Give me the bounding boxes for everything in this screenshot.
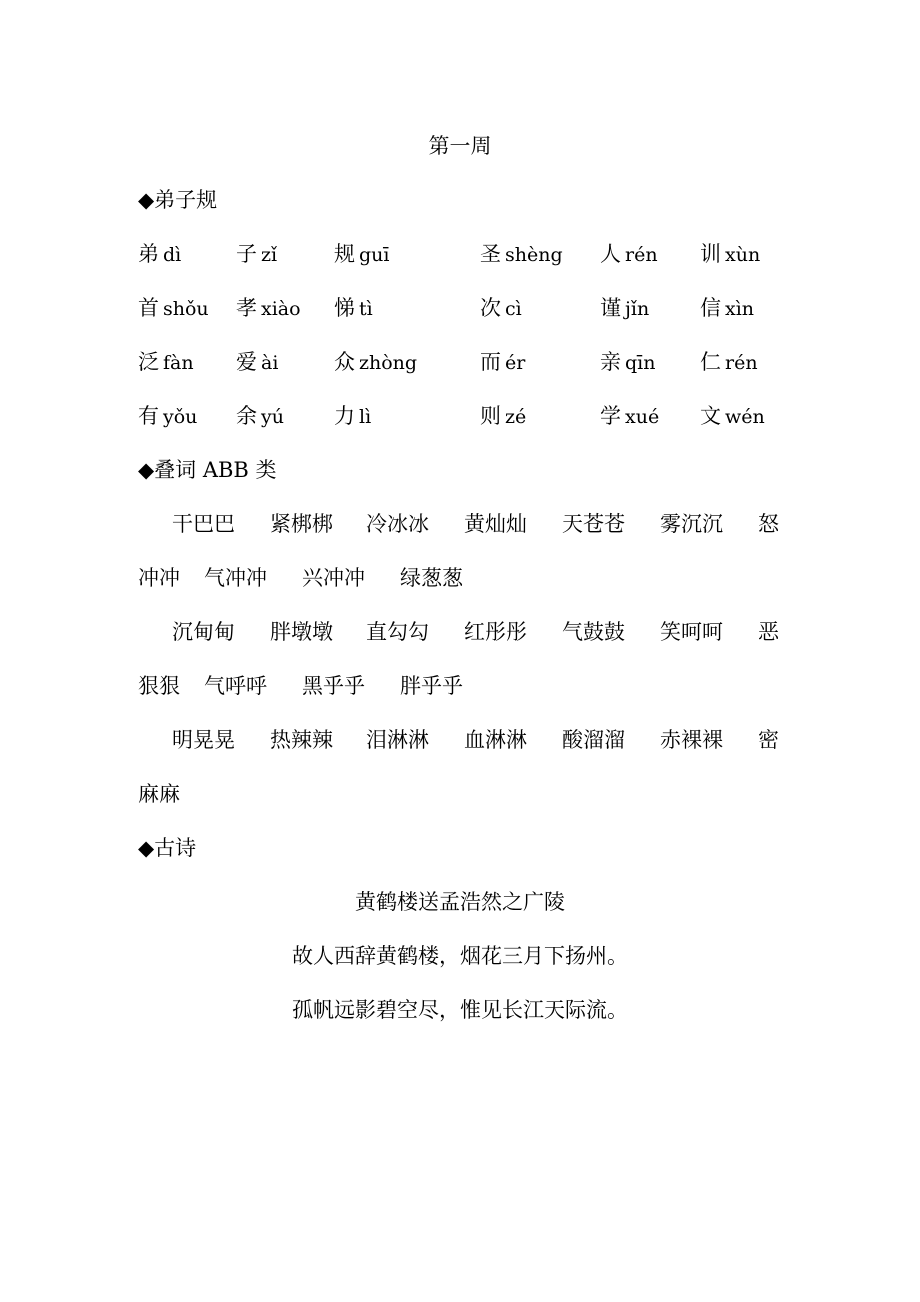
hanzi-char: 亲 (600, 350, 621, 374)
hanzi-char: 人 (600, 242, 621, 266)
hanzi-char: 仁 (700, 350, 721, 374)
pinyin-text: qīn (625, 352, 656, 374)
pinyin-cell (480, 346, 525, 379)
pinyin-text: zǐ (261, 244, 278, 266)
hanzi-char: 子 (236, 242, 257, 266)
pinyin-cell (334, 400, 371, 433)
hanzi-char: 孝 (236, 296, 257, 320)
abb-word: 绿葱葱 (400, 566, 463, 590)
pinyin-text: tì (359, 298, 373, 320)
abb-word: 冲冲 (138, 566, 180, 590)
section-heading-dieci: ◆叠词 ABB 类 (138, 458, 277, 482)
pinyin-cell (700, 400, 765, 433)
pinyin-cell (600, 238, 658, 271)
abb-word: 胖墩墩 (270, 620, 333, 644)
pinyin-cell (334, 238, 389, 271)
hanzi-char: 谨 (600, 296, 621, 320)
section-heading-gushi: ◆古诗 (138, 836, 197, 860)
abb-word: 紧梆梆 (270, 512, 333, 536)
pinyin-text: jǐn (625, 298, 650, 320)
section-heading-dizigui: ◆弟子规 (138, 188, 218, 212)
pinyin-cell (700, 238, 760, 271)
abb-word: 直勾勾 (366, 620, 429, 644)
abb-word: 明晃晃 (172, 728, 235, 752)
pinyin-text: zhòng (359, 352, 418, 374)
poem-line-2: 孤帆远影碧空尽，惟见长江天际流。 (292, 998, 628, 1022)
pinyin-cell (138, 346, 194, 379)
abb-word: 笑呵呵 (660, 620, 723, 644)
pinyin-text: rén (725, 352, 758, 374)
abb-word: 气鼓鼓 (562, 620, 625, 644)
abb-word: 血淋淋 (464, 728, 527, 752)
pinyin-cell (480, 400, 526, 433)
abb-word: 麻麻 (138, 782, 180, 806)
pinyin-cell (480, 292, 522, 325)
abb-word: 气冲冲 (204, 566, 267, 590)
hanzi-char: 有 (138, 404, 159, 428)
hanzi-char: 规 (334, 242, 355, 266)
pinyin-text: guī (359, 244, 390, 266)
pinyin-text: xùn (725, 244, 761, 266)
pinyin-cell (138, 400, 197, 433)
abb-word: 热辣辣 (270, 728, 333, 752)
pinyin-text: xiào (261, 298, 301, 320)
pinyin-cell (700, 292, 754, 325)
abb-word: 密 (758, 728, 779, 752)
abb-word: 怒 (758, 512, 779, 536)
hanzi-char: 爱 (236, 350, 257, 374)
pinyin-text: ài (261, 352, 279, 374)
pinyin-text: fàn (163, 352, 194, 374)
pinyin-text: rén (625, 244, 658, 266)
pinyin-cell (480, 238, 563, 271)
pinyin-text: yú (261, 406, 284, 428)
hanzi-char: 悌 (334, 296, 355, 320)
pinyin-cell (334, 346, 417, 379)
pinyin-text: zé (505, 406, 527, 428)
hanzi-char: 训 (700, 242, 721, 266)
pinyin-cell (236, 346, 278, 379)
pinyin-cell (138, 292, 209, 325)
abb-word: 黑乎乎 (302, 674, 365, 698)
pinyin-text: dì (163, 244, 182, 266)
hanzi-char: 力 (334, 404, 355, 428)
page-title: 第一周 (428, 134, 492, 158)
hanzi-char: 众 (334, 350, 355, 374)
hanzi-char: 弟 (138, 242, 159, 266)
pinyin-cell (700, 346, 758, 379)
abb-word: 胖乎乎 (400, 674, 463, 698)
pinyin-text: shǒu (163, 298, 209, 320)
pinyin-text: shèng (505, 244, 563, 266)
hanzi-char: 泛 (138, 350, 159, 374)
hanzi-char: 首 (138, 296, 159, 320)
abb-word: 黄灿灿 (464, 512, 527, 536)
pinyin-text: xué (625, 406, 660, 428)
pinyin-text: cì (505, 298, 522, 320)
pinyin-cell (138, 238, 181, 271)
pinyin-text: wén (725, 406, 765, 428)
pinyin-cell (236, 238, 277, 271)
abb-word: 红彤彤 (464, 620, 527, 644)
pinyin-cell (600, 346, 655, 379)
pinyin-text: ér (505, 352, 526, 374)
abb-word: 雾沉沉 (660, 512, 723, 536)
abb-word: 狠狠 (138, 674, 180, 698)
pinyin-text: xìn (725, 298, 755, 320)
abb-word: 天苍苍 (562, 512, 625, 536)
hanzi-char: 余 (236, 404, 257, 428)
pinyin-cell (236, 400, 284, 433)
pinyin-cell (334, 292, 373, 325)
pinyin-text: lì (359, 406, 372, 428)
hanzi-char: 学 (600, 404, 621, 428)
hanzi-char: 文 (700, 404, 721, 428)
abb-word: 沉甸甸 (172, 620, 235, 644)
pinyin-text: yǒu (163, 406, 198, 428)
abb-word: 干巴巴 (172, 512, 235, 536)
abb-word: 冷冰冰 (366, 512, 429, 536)
poem-title: 黄鹤楼送孟浩然之广陵 (355, 890, 565, 914)
abb-word: 酸溜溜 (562, 728, 625, 752)
abb-word: 恶 (758, 620, 779, 644)
hanzi-char: 圣 (480, 242, 501, 266)
abb-word: 气呼呼 (204, 674, 267, 698)
pinyin-cell (236, 292, 301, 325)
hanzi-char: 信 (700, 296, 721, 320)
abb-word: 泪淋淋 (366, 728, 429, 752)
poem-line-1: 故人西辞黄鹤楼，烟花三月下扬州。 (292, 944, 628, 968)
abb-word: 赤裸裸 (660, 728, 723, 752)
abb-word: 兴冲冲 (302, 566, 365, 590)
hanzi-char: 而 (480, 350, 501, 374)
hanzi-char: 次 (480, 296, 501, 320)
pinyin-cell (600, 400, 659, 433)
pinyin-cell (600, 292, 649, 325)
hanzi-char: 则 (480, 404, 501, 428)
